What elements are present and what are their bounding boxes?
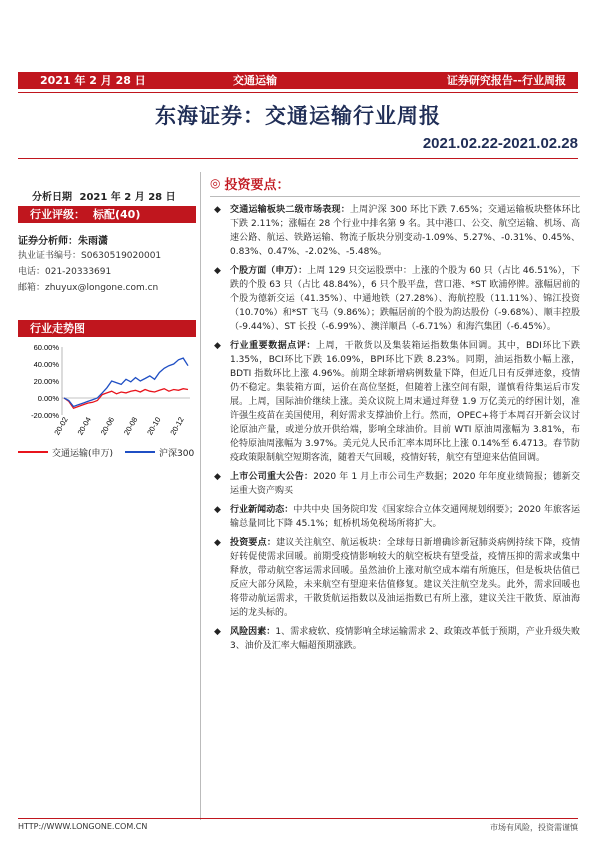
analysis-date: 2021 年 2 月 28 日 bbox=[79, 192, 176, 203]
analyst-name: 证券分析师：朱雨潇 bbox=[18, 236, 108, 247]
left-column bbox=[18, 188, 196, 459]
bullet-heading: 行业新闻动态： bbox=[230, 505, 294, 515]
bullet-item bbox=[210, 503, 580, 531]
footer-url[interactable]: HTTP://WWW.LONGONE.COM.CN bbox=[18, 822, 148, 831]
bullet-item bbox=[210, 264, 580, 334]
diamond-bullet-icon: ◆ bbox=[214, 266, 221, 276]
diamond-bullet-icon: ◆ bbox=[214, 627, 221, 637]
bullet-list bbox=[210, 203, 580, 653]
bullet-text: 建议关注航空、航运板块：全球每日新增确诊新冠肺炎病例持续下降，疫情好转促使需求回暖。前期受疫情影响较大的航空板块有望受益，疫情压抑的需求或集中释放，带动航空客运需求回暖。虽然油价上涨对航空成本端有所施压，但是板块估值已反应大部分风险，未来航空有望迎来估值修复。建议关注航空龙头。此外，需求回暖也将带动航运需求，干散货航运指数以及油运指数已有所上涨，建议关注干散货、原油海运的龙头标的。 bbox=[230, 538, 580, 618]
trend-chart bbox=[18, 343, 196, 443]
analysis-date-row bbox=[18, 188, 196, 206]
bullet-heading: 交通运输板块二级市场表现： bbox=[230, 205, 350, 215]
legend-label-hs300: 沪深300 bbox=[159, 448, 195, 459]
footer-divider bbox=[18, 818, 578, 819]
x-tick-label: 20-12 bbox=[168, 415, 186, 437]
y-tick-label: -20.00% bbox=[31, 411, 59, 420]
legend-label-transport: 交通运输(申万) bbox=[52, 448, 114, 459]
header-divider bbox=[18, 92, 578, 93]
date-range: 2021.02.22-2021.02.28 bbox=[422, 135, 578, 152]
header-band bbox=[18, 72, 578, 89]
right-column bbox=[210, 172, 580, 658]
x-tick-label: 20-04 bbox=[75, 415, 93, 437]
bullet-text: 上周沪深 300 环比下跌 7.65%；交通运输板块整体环比下跌 2.11%；涨幅在 28 个行业中排名第 9 名。其中港口、公交、航空运输、机场、高速公路、航运、铁路运输、物流子版块分别变动-1.09%、5.27%、-0.31%、0.45%、0.83%、0.47%、-2.02%、-5.48%。 bbox=[230, 205, 580, 257]
title-divider bbox=[18, 158, 578, 159]
bullet-item bbox=[210, 203, 580, 259]
bullet-heading: 个股方面（申万）： bbox=[230, 266, 308, 276]
rating-tab bbox=[18, 206, 196, 223]
x-tick-label: 20-02 bbox=[52, 415, 70, 437]
bullet-heading: 行业重要数据点评： bbox=[230, 341, 316, 351]
bullet-item bbox=[210, 536, 580, 620]
x-tick-label: 20-10 bbox=[145, 415, 163, 437]
header-report-type: 证券研究报告--行业周报 bbox=[446, 74, 566, 87]
y-tick-label: 20.00% bbox=[33, 377, 59, 386]
chart-legend bbox=[18, 445, 196, 459]
analysis-date-label: 分析日期 bbox=[32, 192, 72, 203]
series-line-transport bbox=[64, 389, 188, 409]
bullet-text: 1、需求疲软、疫情影响全球运输需求 2、政策改革低于预期，产业升级失败 3、油价及汇率大幅超预期涨跌。 bbox=[230, 627, 580, 651]
target-icon: ◎ bbox=[210, 176, 221, 190]
bullet-heading: 风险因素： bbox=[230, 627, 276, 637]
bullet-heading: 上市公司重大公告： bbox=[230, 472, 314, 482]
legend-line-hs300 bbox=[125, 451, 155, 453]
diamond-bullet-icon: ◆ bbox=[214, 505, 221, 515]
y-tick-label: 60.00% bbox=[33, 343, 59, 352]
keypoints-divider bbox=[210, 196, 580, 197]
email: 邮箱：zhuyux@longone.com.cn bbox=[18, 283, 159, 293]
diamond-bullet-icon: ◆ bbox=[214, 538, 221, 548]
diamond-bullet-icon: ◆ bbox=[214, 205, 221, 215]
bullet-item bbox=[210, 470, 580, 498]
report-title: 东海证券：交通运输行业周报 bbox=[155, 104, 441, 128]
footer-disclaimer: 市场有风险，投资需谨慎 bbox=[490, 823, 578, 832]
x-tick-label: 20-06 bbox=[98, 415, 117, 437]
bullet-heading: 投资要点： bbox=[230, 538, 277, 548]
rating-value: 标配(40) bbox=[93, 208, 141, 221]
bullet-item bbox=[210, 339, 580, 465]
trend-tab bbox=[18, 320, 196, 337]
y-tick-label: 40.00% bbox=[33, 360, 59, 369]
bullet-text: 2020 年 1 月上市公司生产数据；2020 年年度业绩简报；德新交运重大资产购买 bbox=[230, 472, 580, 496]
y-tick-label: 0.00% bbox=[37, 394, 59, 403]
keypoints-title: 投资要点： bbox=[224, 177, 290, 193]
diamond-bullet-icon: ◆ bbox=[214, 472, 221, 482]
keypoints-heading bbox=[210, 172, 580, 194]
bullet-text: 上周，干散货以及集装箱运指数集体回调。其中，BDI环比下跌 1.35%，BCI环比下跌 16.09%，BPI环比下跌 8.23%。同期，油运指数小幅上涨，BDTI 指数环比上涨 4.96%。前期全球新增病例数量下降，但近几日有反弹迹象，疫情仍不稳定。集装箱方面，运价在高位坚挺，但随着上涨空间有限，谨慎看待集运后市发展。上周，国际油价继续上涨。美众议院上周末通过拜登 1.9 万亿美元的纾困计划，准许强生疫苗在美国使用，利好需求支撑油价上行。然而，OPEC+将于本周召开新会议讨论原油产量，或逆分放开供给端，影响全球油价。目前 WTI 原油周涨幅为 3.81%，布伦特原油周涨幅为 3.97%。美元兑人民币汇率本周环比上涨 0.14%至 6.4713。春节防疫政策限制航空短期客流，随着天气回暖，疫情好转，航空有望迎来估值回调。 bbox=[230, 341, 580, 463]
series-line-hs300 bbox=[64, 358, 188, 406]
x-tick-label: 20-08 bbox=[121, 415, 140, 437]
column-divider bbox=[200, 172, 201, 820]
bullet-item bbox=[210, 625, 580, 653]
trend-label: 行业走势图 bbox=[30, 322, 85, 335]
bullet-text: 中共中央 国务院印发《国家综合立体交通网规划纲要》；2020 年旅客运输总量同比下降 45.1%；虹桥机场免税场所将扩大。 bbox=[230, 505, 580, 529]
trend-chart-svg bbox=[18, 343, 196, 443]
bullet-text: 上周 129 只交运股票中：上涨的个股为 60 只（占比 46.51%），下跌的个股 63 只（占比 48.84%），6 只个股平盘，营口港、*ST 欧浦停牌。涨幅居前的个股为德新交运（41.35%）、中通地铁（27.28%）、海航控股（11.11%）、锦江投资（10.70%）和*ST 飞马（9.86%）；跌幅居前的个股为韵达股份（-9.68%）、顺丰控股（-9.44%）、ST 长投（-6.99%）、澳洋顺昌（-6.71%）和海汽集团（-6.45%）。 bbox=[230, 266, 580, 332]
header-sector: 交通运输 bbox=[233, 74, 277, 87]
legend-line-transport bbox=[18, 451, 48, 453]
diamond-bullet-icon: ◆ bbox=[214, 341, 221, 351]
license-number: 执业证书编号：S0630519020001 bbox=[18, 251, 162, 261]
phone: 电话：021-20333691 bbox=[18, 267, 112, 277]
rating-label: 行业评级： bbox=[30, 208, 85, 221]
header-date: 2021 年 2 月 28 日 bbox=[40, 74, 146, 87]
